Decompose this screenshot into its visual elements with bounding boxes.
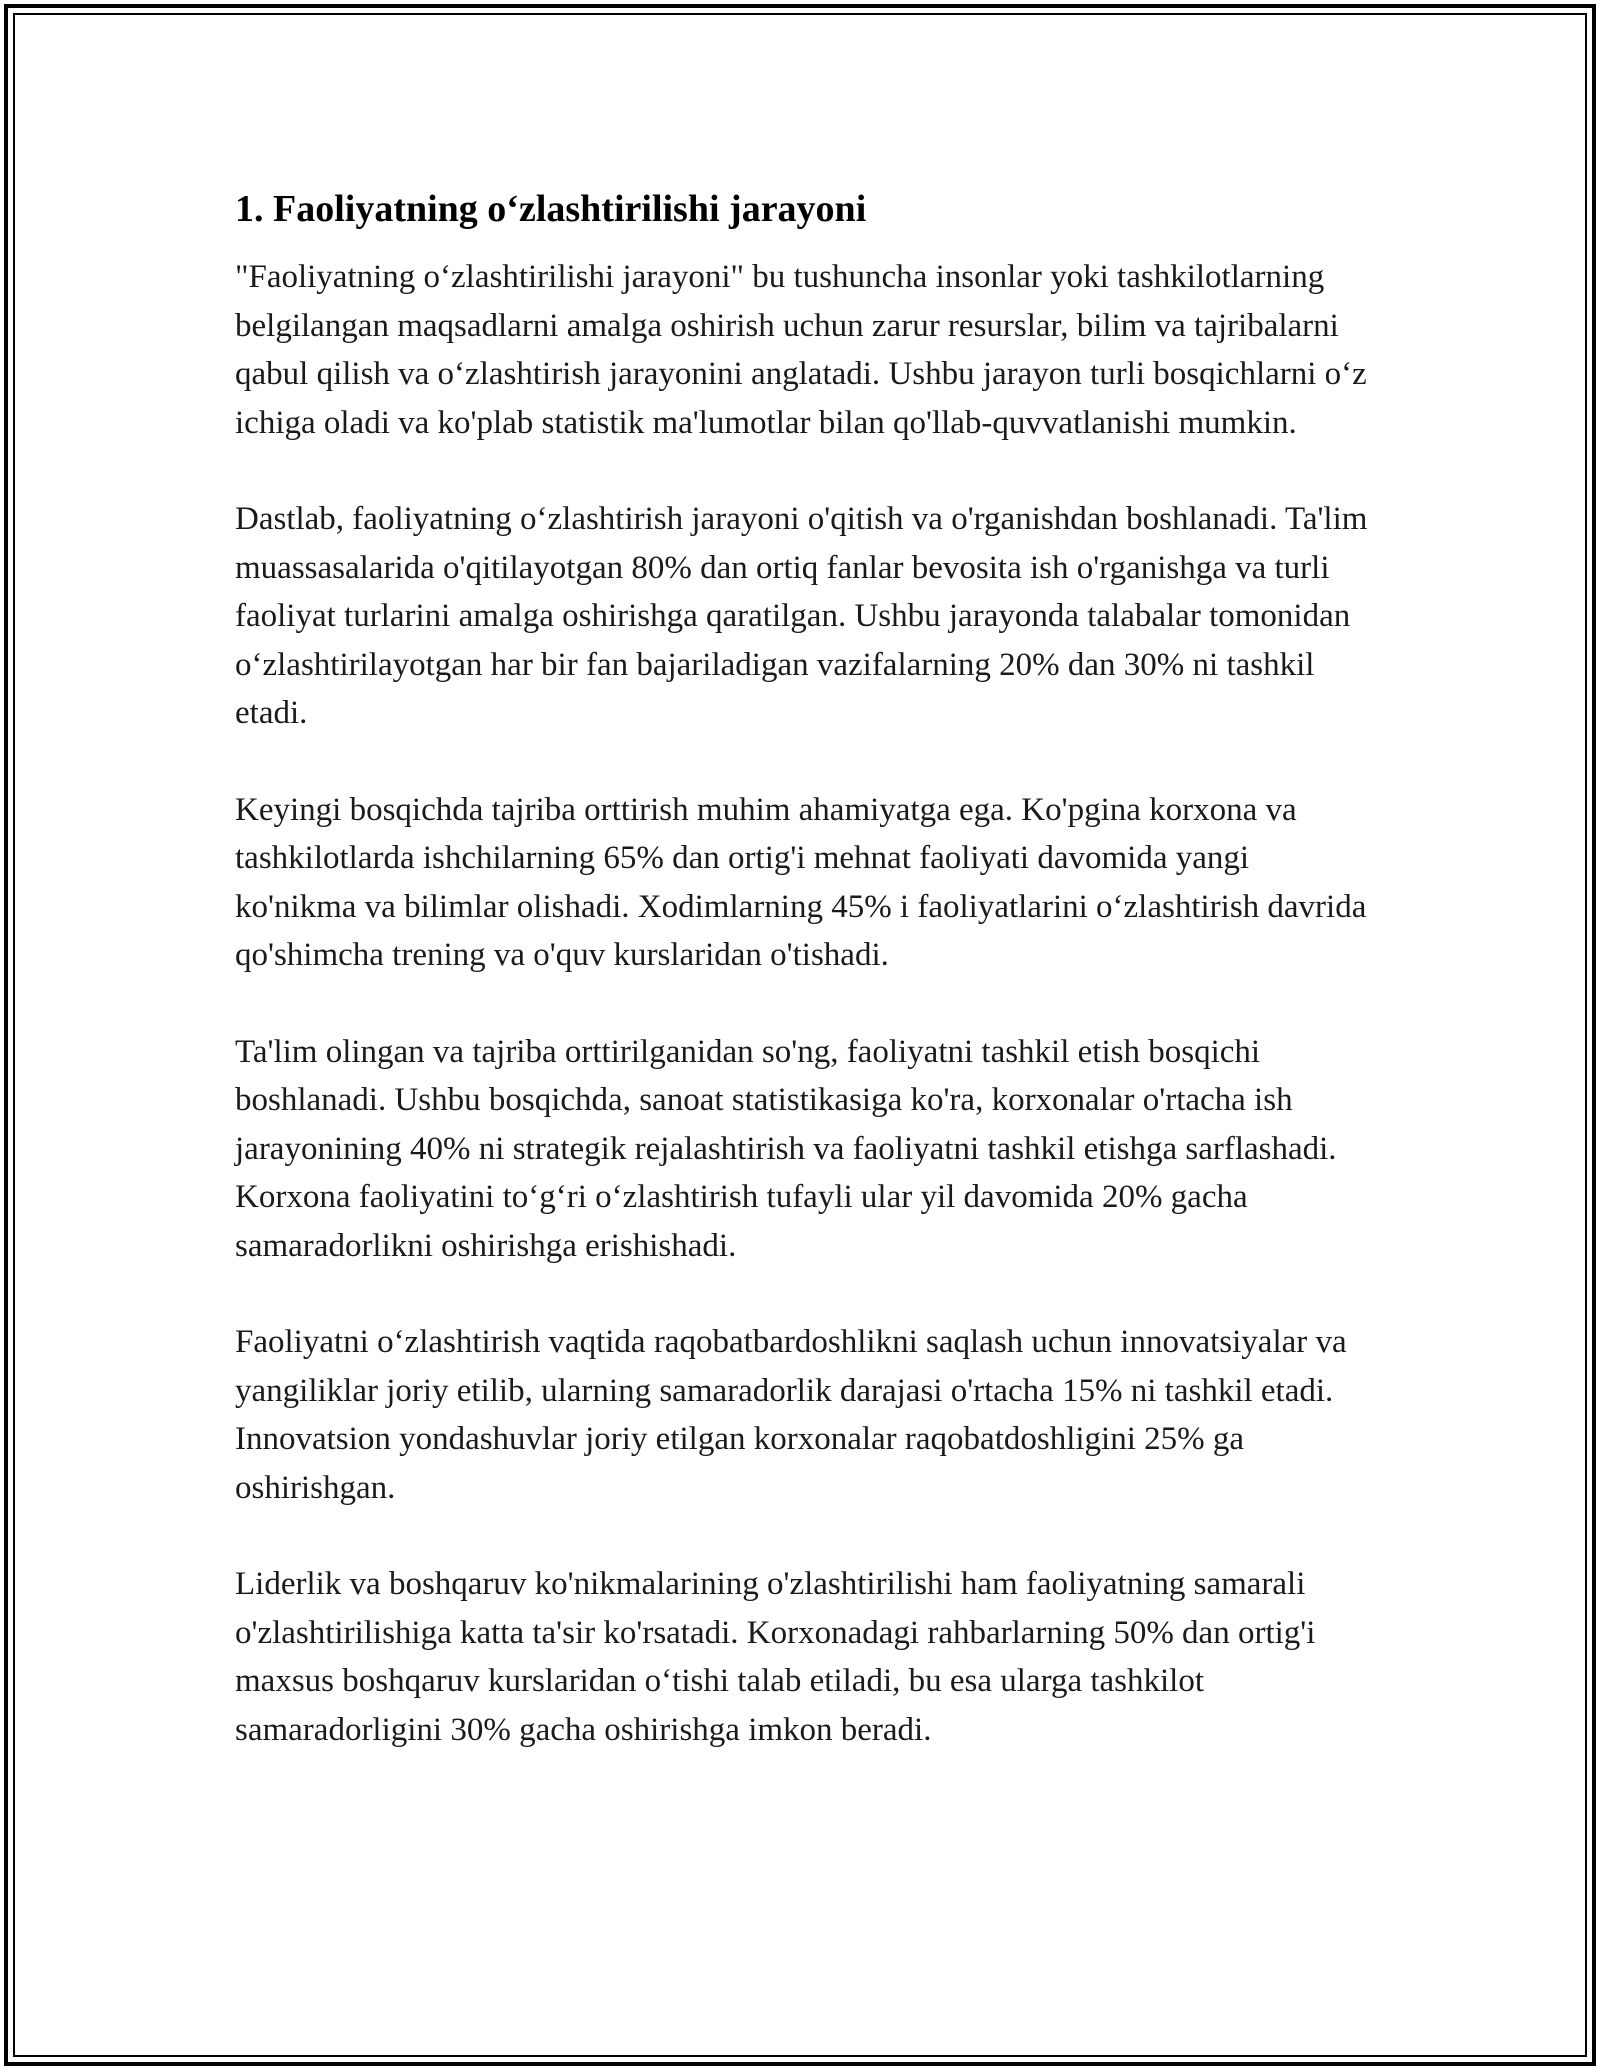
page-title: 1. Faoliyatning o‘zlashtirilishi jarayoni bbox=[235, 188, 867, 230]
paragraph-innovation: Faoliyatni o‘zlashtirish vaqtida raqobatbardoshlikni saqlash uchun innovatsiyalar va yangiliklar joriy etilib, ularning samaradorlik darajasi o'rtacha 15% ni tashkil etadi. Innovatsion yondashuvlar joriy etilgan korxonalar raqobatdoshligini 25% ga oshirishgan. bbox=[235, 1324, 1347, 1506]
paragraph-experience: Keyingi bosqichda tajriba orttirish muhim ahamiyatga ega. Ko'pgina korxona va tashkilotlarda ishchilarning 65% dan ortig'i mehnat faoliyati davomida yangi ko'nikma va bilimlar olishadi. Xodimlarning 45% i faoliyatlarini o‘zlashtirish davrida qo'shimcha trening va o'quv kurslaridan o'tishadi. bbox=[235, 791, 1367, 973]
paragraph-intro: "Faoliyatning o‘zlashtirilishi jarayoni" bu tushuncha insonlar yoki tashkilotlarning belgilangan maqsadlarni amalga oshirish uchun zarur resurslar, bilim va tajribalarni qabul qilish va o‘zlashtirish jarayonini anglatadi. Ushbu jarayon turli bosqichlarni o‘z ichiga oladi va ko'plab statistik ma'lumotlar bilan qo'llab-quvvatlanishi mumkin. bbox=[235, 259, 1367, 441]
paragraph-learning: Dastlab, faoliyatning o‘zlashtirish jarayoni o'qitish va o'rganishdan boshlanadi. Ta'lim muassasalarida o'qitilayotgan 80% dan ortiq fanlar bevosita ish o'rganishga va turli faoliyat turlarini amalga oshirishga qaratilgan. Ushbu jarayonda talabalar tomonidan o‘zlashtirilayotgan har bir fan bajariladigan vazifalarning 20% dan 30% ni tashkil etadi. bbox=[235, 501, 1368, 731]
paragraph-leadership: Liderlik va boshqaruv ko'nikmalarining o'zlashtirilishi ham faoliyatning samarali o'zlashtirilishiga katta ta'sir ko'rsatadi. Korxonadagi rahbarlarning 50% dan ortig'i maxsus boshqaruv kurslaridan o‘tishi talab etiladi, bu esa ularga tashkilot samaradorligini 30% gacha oshirishga imkon beradi. bbox=[235, 1566, 1316, 1748]
document-body bbox=[235, 185, 1375, 1802]
paragraph-organization: Ta'lim olingan va tajriba orttirilganidan so'ng, faoliyatni tashkil etish bosqichi boshlanadi. Ushbu bosqichda, sanoat statistikasiga ko'ra, korxonalar o'rtacha ish jarayonining 40% ni strategik rejalashtirish va faoliyatni tashkil etishga sarflashadi. Korxona faoliyatini to‘g‘ri o‘zlashtirish tufayli ular yil davomida 20% gacha samaradorlikni oshirishga erishishadi. bbox=[235, 1033, 1337, 1264]
